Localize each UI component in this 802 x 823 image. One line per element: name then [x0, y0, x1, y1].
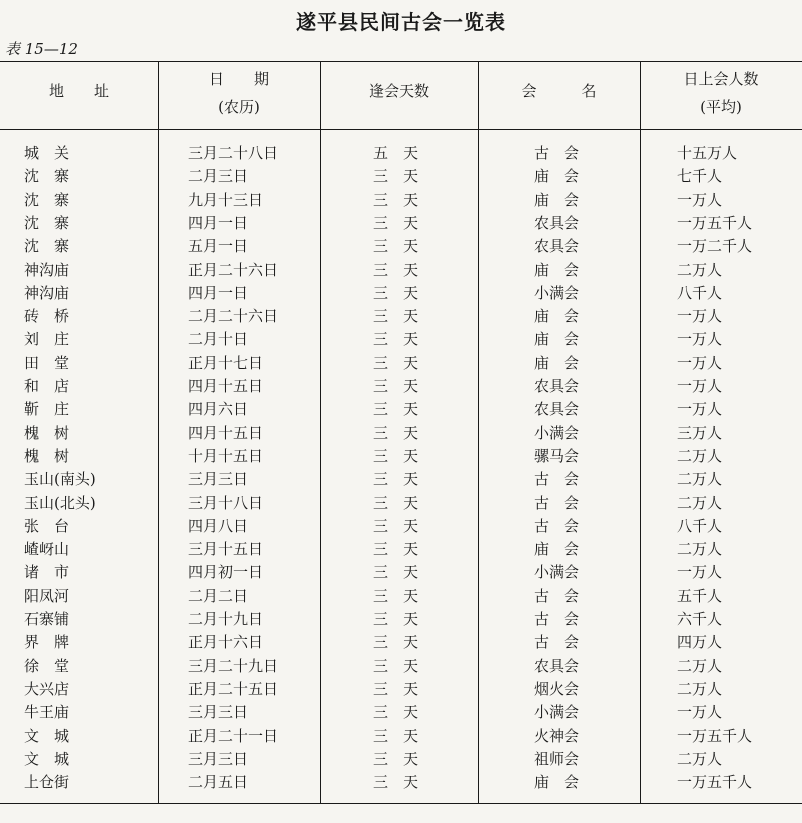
- column-divider: [158, 62, 159, 803]
- header-date-calendar: (农历): [218, 98, 260, 116]
- cell-address: 砖 桥: [24, 307, 70, 326]
- cell-name: 烟火会: [534, 679, 580, 698]
- cell-date: 五月一日: [188, 237, 249, 256]
- cell-address: 上仓街: [24, 773, 70, 792]
- cell-date: 三月十五日: [188, 540, 264, 559]
- cell-name: 庙 会: [534, 190, 580, 209]
- cell-days: 三 天: [373, 563, 419, 582]
- cell-days: 三 天: [373, 773, 419, 792]
- cell-name: 农具会: [534, 656, 580, 675]
- cell-days: 三 天: [373, 656, 419, 675]
- cell-days: 三 天: [373, 633, 419, 652]
- table-title: 遂平县民间古会一览表: [296, 10, 506, 34]
- cell-date: 三月二十九日: [188, 656, 279, 675]
- bottom-rule: [0, 803, 802, 804]
- cell-address: 阳凤河: [24, 586, 70, 605]
- cell-date: 三月十八日: [188, 493, 264, 512]
- cell-name: 骡马会: [534, 446, 580, 465]
- cell-name: 庙 会: [534, 540, 580, 559]
- header-days: 逢会天数: [368, 82, 429, 100]
- cell-name: 小满会: [534, 423, 580, 442]
- cell-address: 沈 寨: [24, 213, 70, 232]
- cell-address: 诸 市: [24, 563, 70, 582]
- cell-address: 张 台: [24, 516, 70, 535]
- cell-name: 庙 会: [534, 353, 580, 372]
- cell-name: 祖师会: [534, 749, 580, 768]
- cell-attendance: 一万人: [677, 703, 723, 722]
- cell-attendance: 一万人: [677, 330, 723, 349]
- cell-date: 三月三日: [188, 749, 249, 768]
- cell-name: 古 会: [534, 586, 580, 605]
- cell-days: 三 天: [373, 610, 419, 628]
- cell-attendance: 一万人: [677, 400, 723, 419]
- cell-attendance: 一万五千人: [677, 773, 753, 792]
- cell-attendance: 三万人: [677, 423, 723, 442]
- cell-attendance: 二万人: [677, 493, 723, 512]
- cell-days: 三 天: [373, 237, 419, 256]
- cell-days: 三 天: [373, 540, 419, 559]
- header-attendance: 日上会人数: [683, 70, 759, 88]
- cell-days: 三 天: [373, 423, 419, 442]
- cell-date: 四月八日: [188, 516, 249, 535]
- cell-address: 田 堂: [24, 353, 70, 372]
- cell-days: 三 天: [373, 726, 419, 745]
- cell-date: 二月十九日: [188, 610, 264, 628]
- cell-name: 农具会: [534, 377, 580, 395]
- cell-days: 三 天: [373, 446, 419, 465]
- cell-date: 四月一日: [188, 283, 249, 302]
- cell-attendance: 一万人: [677, 307, 723, 326]
- cell-days: 三 天: [373, 260, 419, 279]
- cell-date: 三月二十八日: [188, 144, 279, 162]
- cell-days: 三 天: [373, 679, 419, 698]
- cell-date: 正月二十一日: [188, 726, 279, 745]
- cell-days: 五 天: [373, 144, 419, 162]
- cell-days: 三 天: [373, 307, 419, 326]
- cell-address: 沈 寨: [24, 167, 70, 186]
- cell-days: 三 天: [373, 586, 419, 605]
- cell-days: 三 天: [373, 470, 419, 489]
- header-address: 地 址: [48, 82, 109, 100]
- cell-address: 大兴店: [24, 679, 70, 698]
- cell-date: 二月五日: [188, 773, 249, 792]
- cell-date: 四月六日: [188, 400, 249, 419]
- cell-date: 正月二十五日: [188, 679, 279, 698]
- cell-address: 槐 树: [24, 446, 70, 465]
- cell-attendance: 六千人: [677, 610, 723, 628]
- cell-attendance: 一万人: [677, 353, 723, 372]
- cell-name: 庙 会: [534, 773, 580, 792]
- cell-address: 玉山(南头): [24, 470, 96, 489]
- cell-attendance: 一万五千人: [677, 726, 753, 745]
- cell-name: 庙 会: [534, 167, 580, 186]
- column-divider: [478, 62, 479, 803]
- cell-name: 古 会: [534, 493, 580, 512]
- cell-attendance: 五千人: [677, 586, 723, 605]
- cell-attendance: 一万二千人: [677, 237, 753, 256]
- cell-name: 农具会: [534, 213, 580, 232]
- cell-date: 正月二十六日: [188, 260, 279, 279]
- cell-address: 槐 树: [24, 423, 70, 442]
- cell-attendance: 二万人: [677, 540, 723, 559]
- cell-date: 正月十七日: [188, 353, 264, 372]
- cell-attendance: 七千人: [677, 167, 723, 186]
- cell-name: 农具会: [534, 400, 580, 419]
- cell-date: 三月三日: [188, 703, 249, 722]
- cell-name: 庙 会: [534, 330, 580, 349]
- cell-name: 火神会: [534, 726, 580, 745]
- cell-days: 三 天: [373, 516, 419, 535]
- cell-days: 三 天: [373, 377, 419, 395]
- cell-date: 四月初一日: [188, 563, 264, 582]
- column-divider: [640, 62, 641, 803]
- cell-days: 三 天: [373, 283, 419, 302]
- cell-days: 三 天: [373, 493, 419, 512]
- cell-attendance: 二万人: [677, 749, 723, 768]
- cell-address: 神沟庙: [24, 260, 70, 279]
- cell-address: 牛王庙: [24, 703, 70, 722]
- cell-attendance: 二万人: [677, 446, 723, 465]
- cell-attendance: 二万人: [677, 260, 723, 279]
- cell-attendance: 四万人: [677, 633, 723, 652]
- table-number: 表 15—12: [5, 40, 78, 58]
- cell-date: 二月三日: [188, 167, 249, 186]
- cell-days: 三 天: [373, 330, 419, 349]
- cell-name: 古 会: [534, 144, 580, 162]
- cell-address: 神沟庙: [24, 283, 70, 302]
- cell-name: 古 会: [534, 633, 580, 652]
- cell-attendance: 一万人: [677, 563, 723, 582]
- cell-name: 小满会: [534, 703, 580, 722]
- cell-date: 二月十日: [188, 330, 249, 349]
- cell-attendance: 八千人: [677, 283, 723, 302]
- cell-days: 三 天: [373, 703, 419, 722]
- cell-address: 文 城: [24, 749, 70, 768]
- cell-date: 三月三日: [188, 470, 249, 489]
- cell-days: 三 天: [373, 167, 419, 186]
- cell-address: 沈 寨: [24, 237, 70, 256]
- column-divider: [320, 62, 321, 803]
- cell-address: 石寨铺: [24, 610, 70, 628]
- cell-days: 三 天: [373, 353, 419, 372]
- cell-attendance: 十五万人: [677, 144, 738, 162]
- cell-attendance: 一万人: [677, 190, 723, 209]
- cell-date: 四月十五日: [188, 423, 264, 442]
- header-name: 会 名: [521, 82, 597, 100]
- cell-days: 三 天: [373, 749, 419, 768]
- cell-date: 二月二日: [188, 586, 249, 605]
- cell-address: 靳 庄: [24, 400, 70, 419]
- cell-days: 三 天: [373, 190, 419, 209]
- cell-days: 三 天: [373, 213, 419, 232]
- cell-address: 徐 堂: [24, 656, 70, 675]
- cell-address: 嵖岈山: [24, 540, 70, 559]
- cell-address: 界 牌: [24, 633, 70, 652]
- cell-address: 城 关: [24, 144, 70, 162]
- header-rule: [0, 129, 802, 130]
- cell-attendance: 一万人: [677, 377, 723, 395]
- cell-name: 农具会: [534, 237, 580, 256]
- cell-date: 正月十六日: [188, 633, 264, 652]
- top-rule: [0, 61, 802, 62]
- cell-date: 四月一日: [188, 213, 249, 232]
- header-attendance-average: (平均): [700, 98, 742, 116]
- cell-address: 沈 寨: [24, 190, 70, 209]
- cell-date: 四月十五日: [188, 377, 264, 395]
- cell-name: 古 会: [534, 610, 580, 628]
- cell-attendance: 二万人: [677, 656, 723, 675]
- cell-days: 三 天: [373, 400, 419, 419]
- cell-date: 九月十三日: [188, 190, 264, 209]
- cell-name: 小满会: [534, 563, 580, 582]
- cell-name: 庙 会: [534, 307, 580, 326]
- cell-address: 和 店: [24, 377, 70, 395]
- cell-attendance: 一万五千人: [677, 213, 753, 232]
- cell-attendance: 二万人: [677, 679, 723, 698]
- cell-name: 古 会: [534, 470, 580, 489]
- cell-name: 小满会: [534, 283, 580, 302]
- cell-attendance: 八千人: [677, 516, 723, 535]
- cell-name: 庙 会: [534, 260, 580, 279]
- header-date: 日 期: [208, 70, 269, 88]
- cell-attendance: 二万人: [677, 470, 723, 489]
- cell-date: 十月十五日: [188, 446, 264, 465]
- cell-date: 二月二十六日: [188, 307, 279, 326]
- cell-address: 玉山(北头): [24, 493, 96, 512]
- cell-address: 刘 庄: [24, 330, 70, 349]
- cell-address: 文 城: [24, 726, 70, 745]
- cell-name: 古 会: [534, 516, 580, 535]
